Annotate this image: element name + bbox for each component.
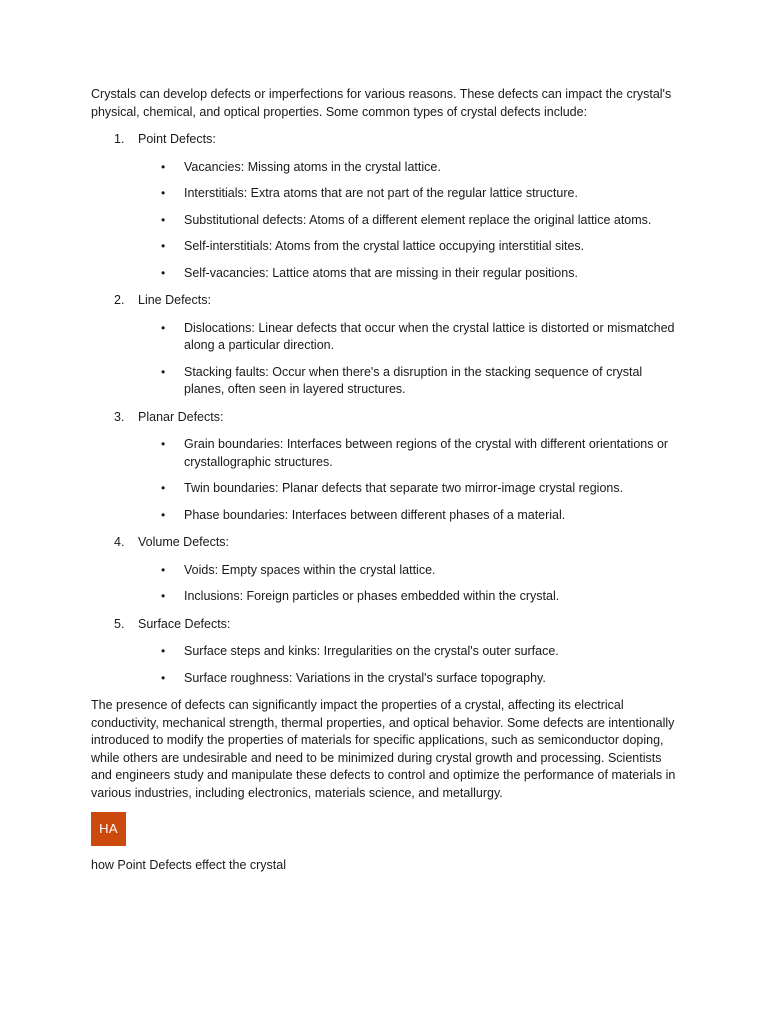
bullet-icon: • <box>161 507 166 522</box>
bullet-icon: • <box>161 670 166 685</box>
defect-type-item <box>91 616 681 688</box>
list-item <box>91 320 681 355</box>
list-item <box>91 562 681 580</box>
list-number: 2. <box>114 293 125 307</box>
bullet-icon: • <box>161 562 166 577</box>
defect-type-heading <box>91 616 681 634</box>
defect-type-item <box>91 534 681 606</box>
list-item-text: Dislocations: Linear defects that occur when the crystal lattice is distorted or mismatched along a particular direction. <box>184 320 675 352</box>
bullet-icon: • <box>161 437 166 451</box>
bullet-icon: • <box>161 159 166 174</box>
defect-type-heading <box>91 409 681 427</box>
defect-type-item <box>91 131 681 282</box>
list-item-text: Grain boundaries: Interfaces between regions of the crystal with different orientations or crystallographic structures. <box>184 437 669 469</box>
defect-type-heading <box>91 534 681 552</box>
list-number: 1. <box>114 132 125 146</box>
list-item <box>91 159 681 177</box>
list-item-text: Phase boundaries: Interfaces between different phases of a material. <box>184 507 566 522</box>
user-question: how Point Defects effect the crystal <box>91 858 287 872</box>
list-item-text: Self-vacancies: Lattice atoms that are missing in their regular positions. <box>184 265 578 280</box>
list-item-text: Self-interstitials: Atoms from the crystal lattice occupying interstitial sites. <box>184 239 585 253</box>
list-item <box>91 436 681 471</box>
list-item <box>91 670 681 688</box>
list-item-text: Substitutional defects: Atoms of a different element replace the original lattice atoms. <box>184 212 652 227</box>
list-item <box>91 238 681 256</box>
list-item <box>91 480 681 498</box>
defect-examples-list <box>91 562 681 606</box>
defect-examples-list <box>91 436 681 524</box>
defect-type-item <box>91 292 681 399</box>
closing-paragraph: The presence of defects can significantly impact the properties of a crystal, affecting its electrical conductivity, mechanical strength, thermal properties, and optical behavior. Some defects are intentionally introduced to modify the properties of materials for specific applications, such as semiconductor doping, while others are undesirable and need to be minimized during crystal growth and processing. Scientists and engineers study and manipulate these defects to control and optimize the performance of materials in various industries, including electronics, materials science, and metallurgy. <box>91 698 676 800</box>
list-item <box>91 507 681 525</box>
bullet-icon: • <box>161 481 166 495</box>
document-content <box>91 86 681 875</box>
intro-paragraph: Crystals can develop defects or imperfections for various reasons. These defects can impact the crystal's physical, chemical, and optical properties. Some common types of crystal defects include: <box>91 87 672 119</box>
list-item-text: Vacancies: Missing atoms in the crystal lattice. <box>184 159 441 174</box>
list-item-text: Interstitials: Extra atoms that are not part of the regular lattice structure. <box>184 186 578 200</box>
list-item-text: Surface steps and kinks: Irregularities on the crystal's outer surface. <box>184 644 559 658</box>
defect-types-list <box>91 131 681 687</box>
list-item-text: Inclusions: Foreign particles or phases embedded within the crystal. <box>184 589 560 603</box>
defect-examples-list <box>91 320 681 399</box>
defect-type-heading <box>91 292 681 310</box>
list-item-text: Voids: Empty spaces within the crystal lattice. <box>184 562 436 577</box>
defect-examples-list <box>91 159 681 283</box>
list-item <box>91 185 681 203</box>
bullet-icon: • <box>161 644 166 658</box>
defect-type-title: Line Defects: <box>138 293 211 307</box>
list-item <box>91 588 681 606</box>
list-item <box>91 265 681 283</box>
list-number: 3. <box>114 409 125 424</box>
defect-type-title: Surface Defects: <box>138 616 231 631</box>
user-avatar: HA <box>91 812 126 846</box>
list-item-text: Twin boundaries: Planar defects that separate two mirror-image crystal regions. <box>184 481 624 495</box>
list-item <box>91 643 681 661</box>
list-item-text: Surface roughness: Variations in the crystal's surface topography. <box>184 670 546 685</box>
bullet-icon: • <box>161 186 166 200</box>
defect-type-title: Volume Defects: <box>138 535 230 549</box>
list-item <box>91 364 681 399</box>
defect-examples-list <box>91 643 681 687</box>
bullet-icon: • <box>161 265 166 280</box>
bullet-icon: • <box>161 239 166 253</box>
defect-type-title: Point Defects: <box>138 132 216 146</box>
bullet-icon: • <box>161 212 166 227</box>
list-number: 4. <box>114 535 125 549</box>
list-item <box>91 212 681 230</box>
defect-type-heading <box>91 131 681 149</box>
bullet-icon: • <box>161 320 166 335</box>
bullet-icon: • <box>161 364 166 379</box>
defect-type-title: Planar Defects: <box>138 409 224 424</box>
defect-type-item <box>91 409 681 525</box>
bullet-icon: • <box>161 589 166 603</box>
list-item-text: Stacking faults: Occur when there's a disruption in the stacking sequence of crystal planes, often seen in layered structures. <box>184 364 643 396</box>
list-number: 5. <box>114 616 125 631</box>
